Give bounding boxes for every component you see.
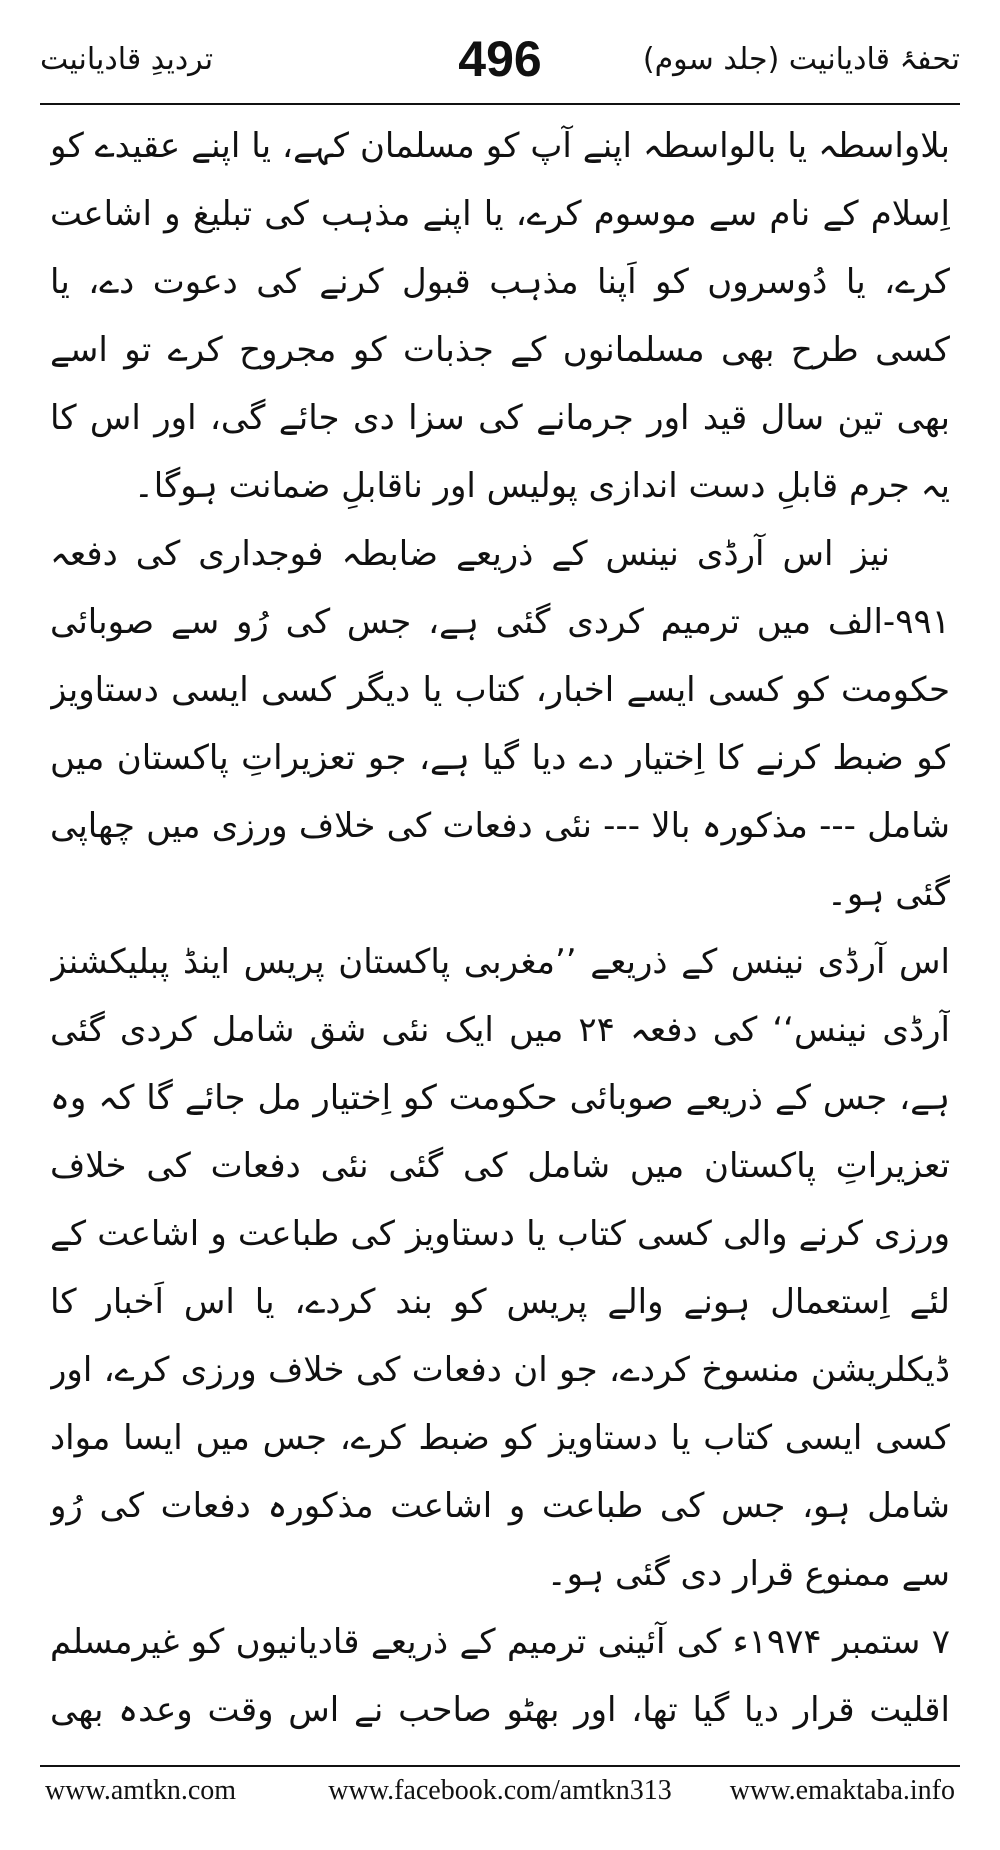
footer-link-amtkn[interactable]: www.amtkn.com bbox=[45, 1775, 237, 1806]
section-title: تردیدِ قادیانیت bbox=[40, 42, 214, 77]
footer-link-emaktaba[interactable]: www.emaktaba.info bbox=[729, 1775, 955, 1806]
paragraph: ۷ ستمبر ۱۹۷۴ء کی آئینی ترمیم کے ذریعے قادیانیوں کو غیرمسلم اقلیت قرار دیا گیا تھا، اور بھٹو صاحب نے اس وقت وعدہ بھی bbox=[50, 1622, 950, 1730]
page-footer bbox=[45, 1775, 955, 1815]
page-number: 496 bbox=[458, 31, 542, 87]
paragraph: اس آرڈی نینس کے ذریعے ’’مغربی پاکستان پریس اینڈ پبلیکشنز آرڈی نینس‘‘ کی دفعہ ۲۴ میں ایک نئی شق شامل کردی گئی ہے، جس کے ذریعے صوبائی حکومت کو اِختیار مل جائے گا کہ وہ تعزیراتِ پاکستان میں شامل کی گئی نئی دفعات کی خلاف ورزی کرنے والی کسی کتاب یا دستاویز کی طباعت و اشاعت کے لئے اِستعمال ہونے والے پریس کو بند کردے، یا اس اَخبار کا ڈیکلریشن منسوخ کردے، جو ان دفعات کی خلاف ورزی کرے، اور کسی ایسی کتاب یا دستاویز کو ضبط کرے، جس میں ایسا مواد شامل ہو، جس کی طباعت و اشاعت مذکورہ دفعات کی رُو سے ممنوع قرار دی گئی ہو۔ bbox=[50, 942, 950, 1594]
header-divider bbox=[40, 103, 960, 105]
footer-divider bbox=[40, 1765, 960, 1767]
page-header bbox=[40, 30, 960, 100]
book-title: تحفۂ قادیانیت (جلد سوم) bbox=[642, 42, 960, 77]
footer-link-facebook[interactable]: www.facebook.com/amtkn313 bbox=[328, 1775, 672, 1806]
paragraph: بلاواسطہ یا بالواسطہ اپنے آپ کو مسلمان کہے، یا اپنے عقیدے کو اِسلام کے نام سے موسوم کرے، یا اپنے مذہب کی تبلیغ و اشاعت کرے، یا دُوسروں کو اَپنا مذہب قبول کرنے کی دعوت دے، یا کسی طرح بھی مسلمانوں کے جذبات کو مجروح کرے تو اسے بھی تین سال قید اور جرمانے کی سزا دی جائے گی، اور اس کا یہ جرم قابلِ دست اندازی پولیس اور ناقابلِ ضمانت ہوگا۔ bbox=[50, 126, 950, 506]
paragraph: نیز اس آرڈی نینس کے ذریعے ضابطہ فوجداری کی دفعہ ۹۹۱-الف میں ترمیم کردی گئی ہے، جس کی رُو سے صوبائی حکومت کو کسی ایسے اخبار، کتاب یا دیگر کسی ایسی دستاویز کو ضبط کرنے کا اِختیار دے دیا گیا ہے، جو تعزیراتِ پاکستان میں شامل --- مذکورہ بالا --- نئی دفعات کی خلاف ورزی میں چھاپی گئی ہو۔ bbox=[50, 534, 950, 914]
body-text bbox=[50, 112, 950, 1752]
